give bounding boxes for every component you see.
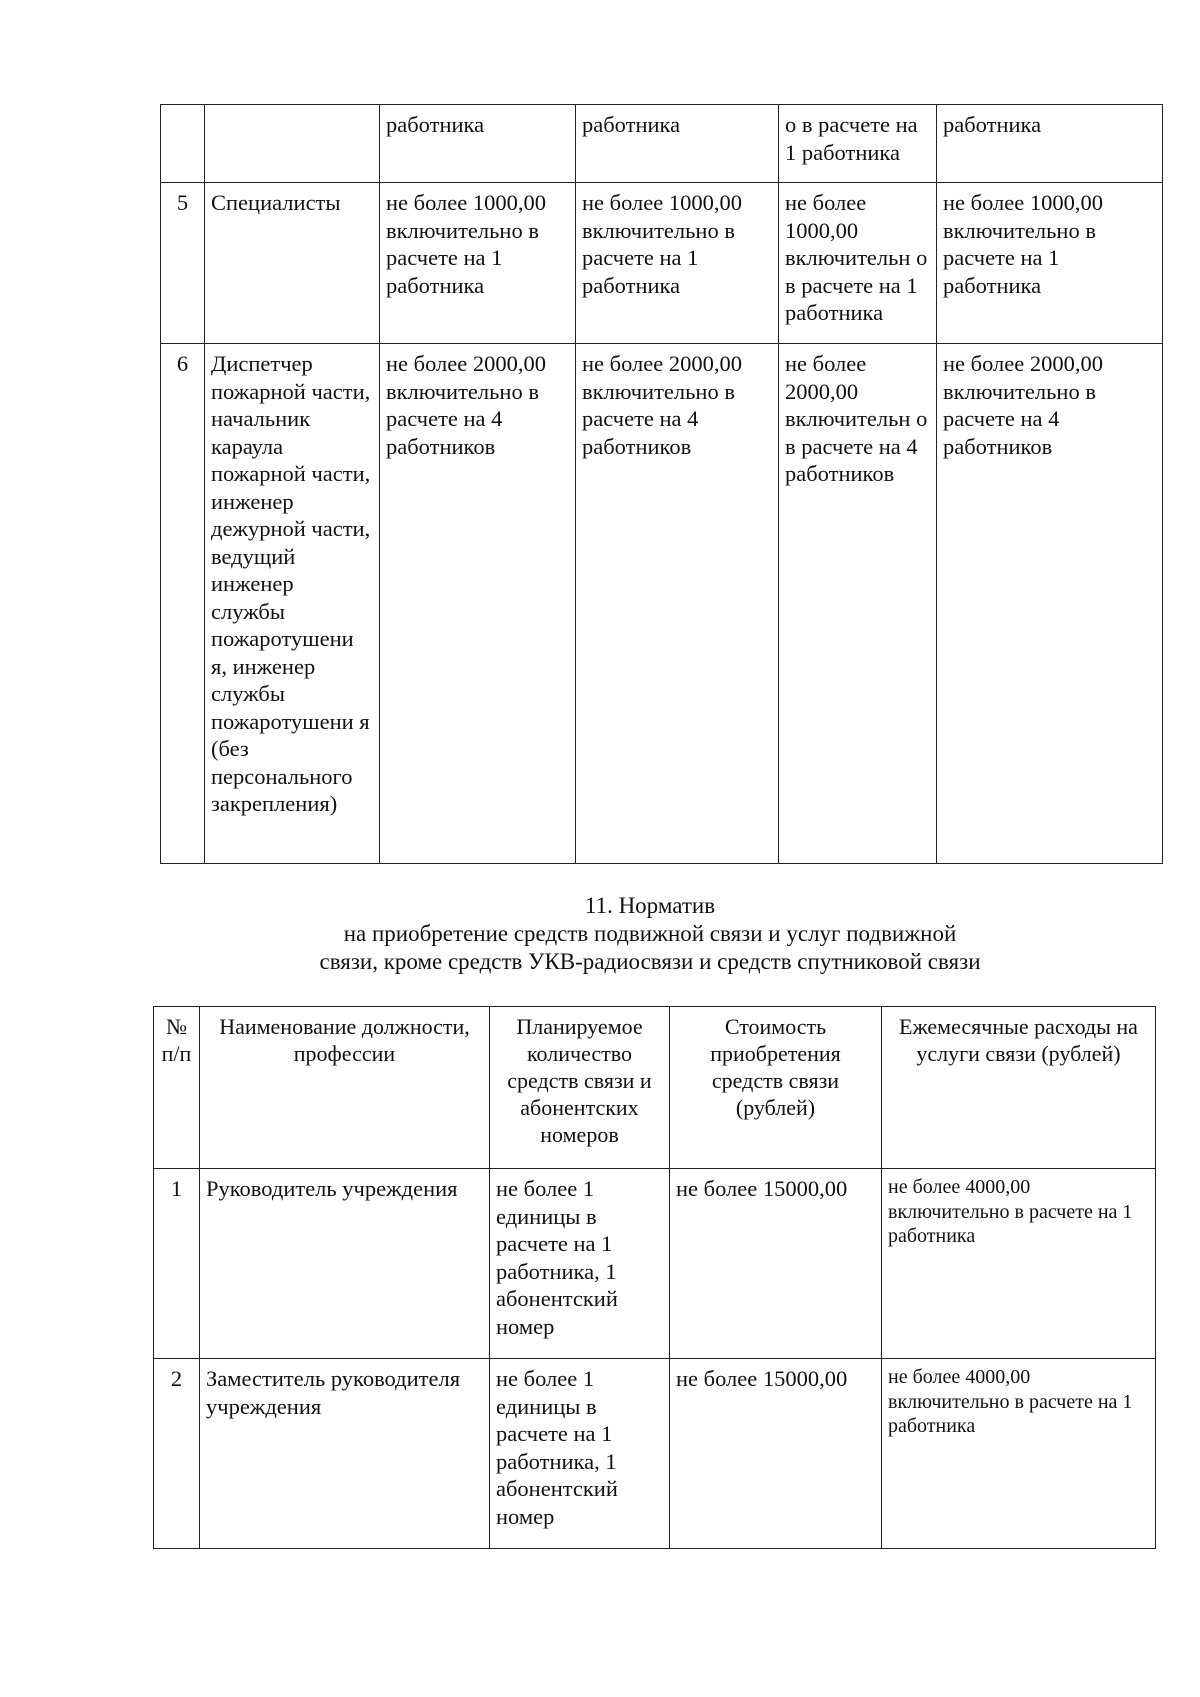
position-cell: Руководитель учреждения xyxy=(200,1169,490,1359)
norm-cell: не более 1000,00 включительно в расчете на 1 работника xyxy=(937,183,1163,344)
column-header-number: № п/п xyxy=(154,1007,200,1169)
monthly-cell: не более 4000,00 включительно в расчете на 1 работника xyxy=(882,1169,1156,1359)
row-number-cell: 2 xyxy=(154,1359,200,1549)
column-header-cost: Стоимость приобретения средств связи (рублей) xyxy=(670,1007,882,1169)
norm-cell: не более 2000,00 включительн о в расчете на 4 работников xyxy=(779,344,937,864)
cost-cell: не более 15000,00 xyxy=(670,1359,882,1549)
table-row xyxy=(161,105,1163,183)
table-header-row xyxy=(154,1007,1156,1169)
norm-cell: не более 1000,00 включительно в расчете на 1 работника xyxy=(380,183,576,344)
norm-cell: не более 1000,00 включительно в расчете на 1 работника xyxy=(576,183,779,344)
row-number-cell: 5 xyxy=(161,183,205,344)
table-row xyxy=(154,1169,1156,1359)
norm-cell: не более 2000,00 включительно в расчете на 4 работников xyxy=(937,344,1163,864)
norm-cell: работника xyxy=(380,105,576,183)
table-row xyxy=(154,1359,1156,1549)
norm-cell: о в расчете на 1 работника xyxy=(779,105,937,183)
position-cell: Специалисты xyxy=(205,183,380,344)
table-row xyxy=(161,344,1163,864)
row-number-cell xyxy=(161,105,205,183)
monthly-cell: не более 4000,00 включительно в расчете на 1 работника xyxy=(882,1359,1156,1549)
norm-cell: не более 1000,00 включительн о в расчете на 1 работника xyxy=(779,183,937,344)
quantity-cell: не более 1 единицы в расчете на 1 работника, 1 абонентский номер xyxy=(490,1359,670,1549)
section-subtitle-line: связи, кроме средств УКВ-радиосвязи и средств спутниковой связи xyxy=(319,949,981,974)
section-subtitle-line: на приобретение средств подвижной связи и услуг подвижной xyxy=(343,921,957,946)
quantity-cell: не более 1 единицы в расчете на 1 работника, 1 абонентский номер xyxy=(490,1169,670,1359)
row-number-cell: 1 xyxy=(154,1169,200,1359)
norm-cell: не более 2000,00 включительно в расчете на 4 работников xyxy=(380,344,576,864)
section-heading xyxy=(150,892,1150,976)
column-header-position: Наименование должности, профессии xyxy=(200,1007,490,1169)
position-cell xyxy=(205,105,380,183)
position-cell: Диспетчер пожарной части, начальник караула пожарной части, инженер дежурной части, ведущий инженер службы пожаротушени я, инженер службы пожаротушени я (без персонального закрепления) xyxy=(205,344,380,864)
row-number-cell: 6 xyxy=(161,344,205,864)
section-number-title: 11. Норматив xyxy=(584,893,716,918)
column-header-monthly: Ежемесячные расходы на услуги связи (рублей) xyxy=(882,1007,1156,1169)
column-header-quantity: Планируемое количество средств связи и абонентских номеров xyxy=(490,1007,670,1169)
cost-cell: не более 15000,00 xyxy=(670,1169,882,1359)
table-row xyxy=(161,183,1163,344)
norm-cell: работника xyxy=(576,105,779,183)
position-cell: Заместитель руководителя учреждения xyxy=(200,1359,490,1549)
norm-cell: не более 2000,00 включительно в расчете на 4 работников xyxy=(576,344,779,864)
norm-cell: работника xyxy=(937,105,1163,183)
mobile-communication-norm-table xyxy=(153,1006,1156,1549)
norm-table-continued xyxy=(160,104,1163,864)
